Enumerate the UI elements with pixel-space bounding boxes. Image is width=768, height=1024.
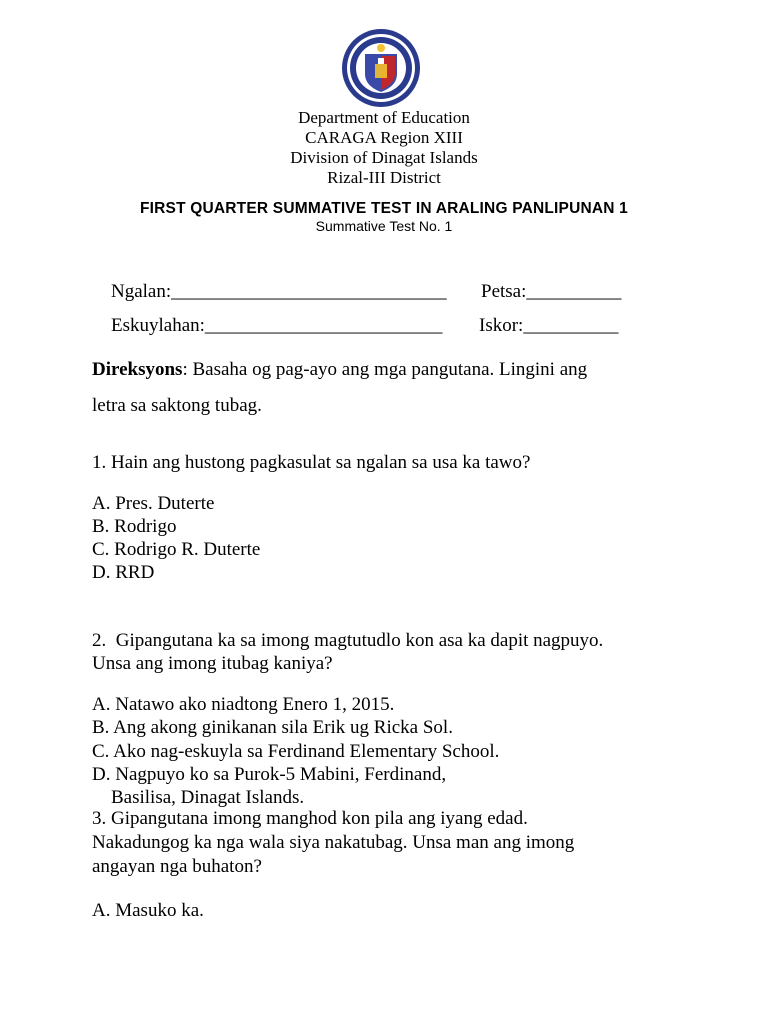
score-field: Iskor:__________ [479,315,619,336]
header-district: Rizal-III District [327,168,441,187]
question-1-option-b: B. Rodrigo [92,516,177,537]
school-score-row [92,293,618,359]
name-field: Ngalan:_____________________________ [111,281,447,302]
school-field: Eskuylahan:_________________________ [111,315,443,336]
question-2-option-a: A. Natawo ako niadtong Enero 1, 2015. [92,694,395,715]
question-2-option-c: C. Ako nag-eskuyla sa Ferdinand Elementary School. [92,741,500,762]
date-field: Petsa:__________ [481,281,622,302]
question-2-option-d-cont: Basilisa, Dinagat Islands. [92,787,305,808]
question-3-text-3: angayan nga buhaton? [92,856,262,877]
directions-text-1: : Basaha og pag-ayo ang mga pangutana. Lingini ang [182,359,588,380]
question-2-text-1: 2. Gipangutana ka sa imong magtutudlo kon asa ka dapit nagpuyo. [92,630,604,651]
question-2-option-b: B. Ang akong ginikanan sila Erik ug Ricka Sol. [92,717,453,738]
directions-line-1 [92,359,587,381]
directions-text-2: letra sa saktong tubag. [92,395,262,416]
question-1-text: 1. Hain ang hustong pagkasulat sa ngalan sa usa ka tawo? [92,452,531,473]
question-3-text-2: Nakadungog ka nga wala siya nakatubag. Unsa man ang imong [92,832,575,853]
header-block [0,108,768,188]
deped-seal-icon [341,28,421,108]
question-1-option-d: D. RRD [92,562,155,583]
header-division: Division of Dinagat Islands [290,148,478,167]
header-dept: Department of Education [298,108,470,127]
question-1-option-a: A. Pres. Duterte [92,493,215,514]
question-2-text-2: Unsa ang imong itubag kaniya? [92,653,333,674]
question-3-text-1: 3. Gipangutana imong manghod kon pila ang iyang edad. [92,808,528,829]
test-title: FIRST QUARTER SUMMATIVE TEST IN ARALING PANLIPUNAN 1 [139,200,629,217]
directions-label: Direksyons [92,359,183,380]
question-2-option-d: D. Nagpuyo ko sa Purok-5 Mabini, Ferdinand, [92,764,447,785]
header-region: CARAGA Region XIII [305,128,463,147]
question-3-option-a: A. Masuko ka. [92,900,204,921]
test-subtitle: Summative Test No. 1 [315,218,453,234]
question-1-option-c: C. Rodrigo R. Duterte [92,539,261,560]
